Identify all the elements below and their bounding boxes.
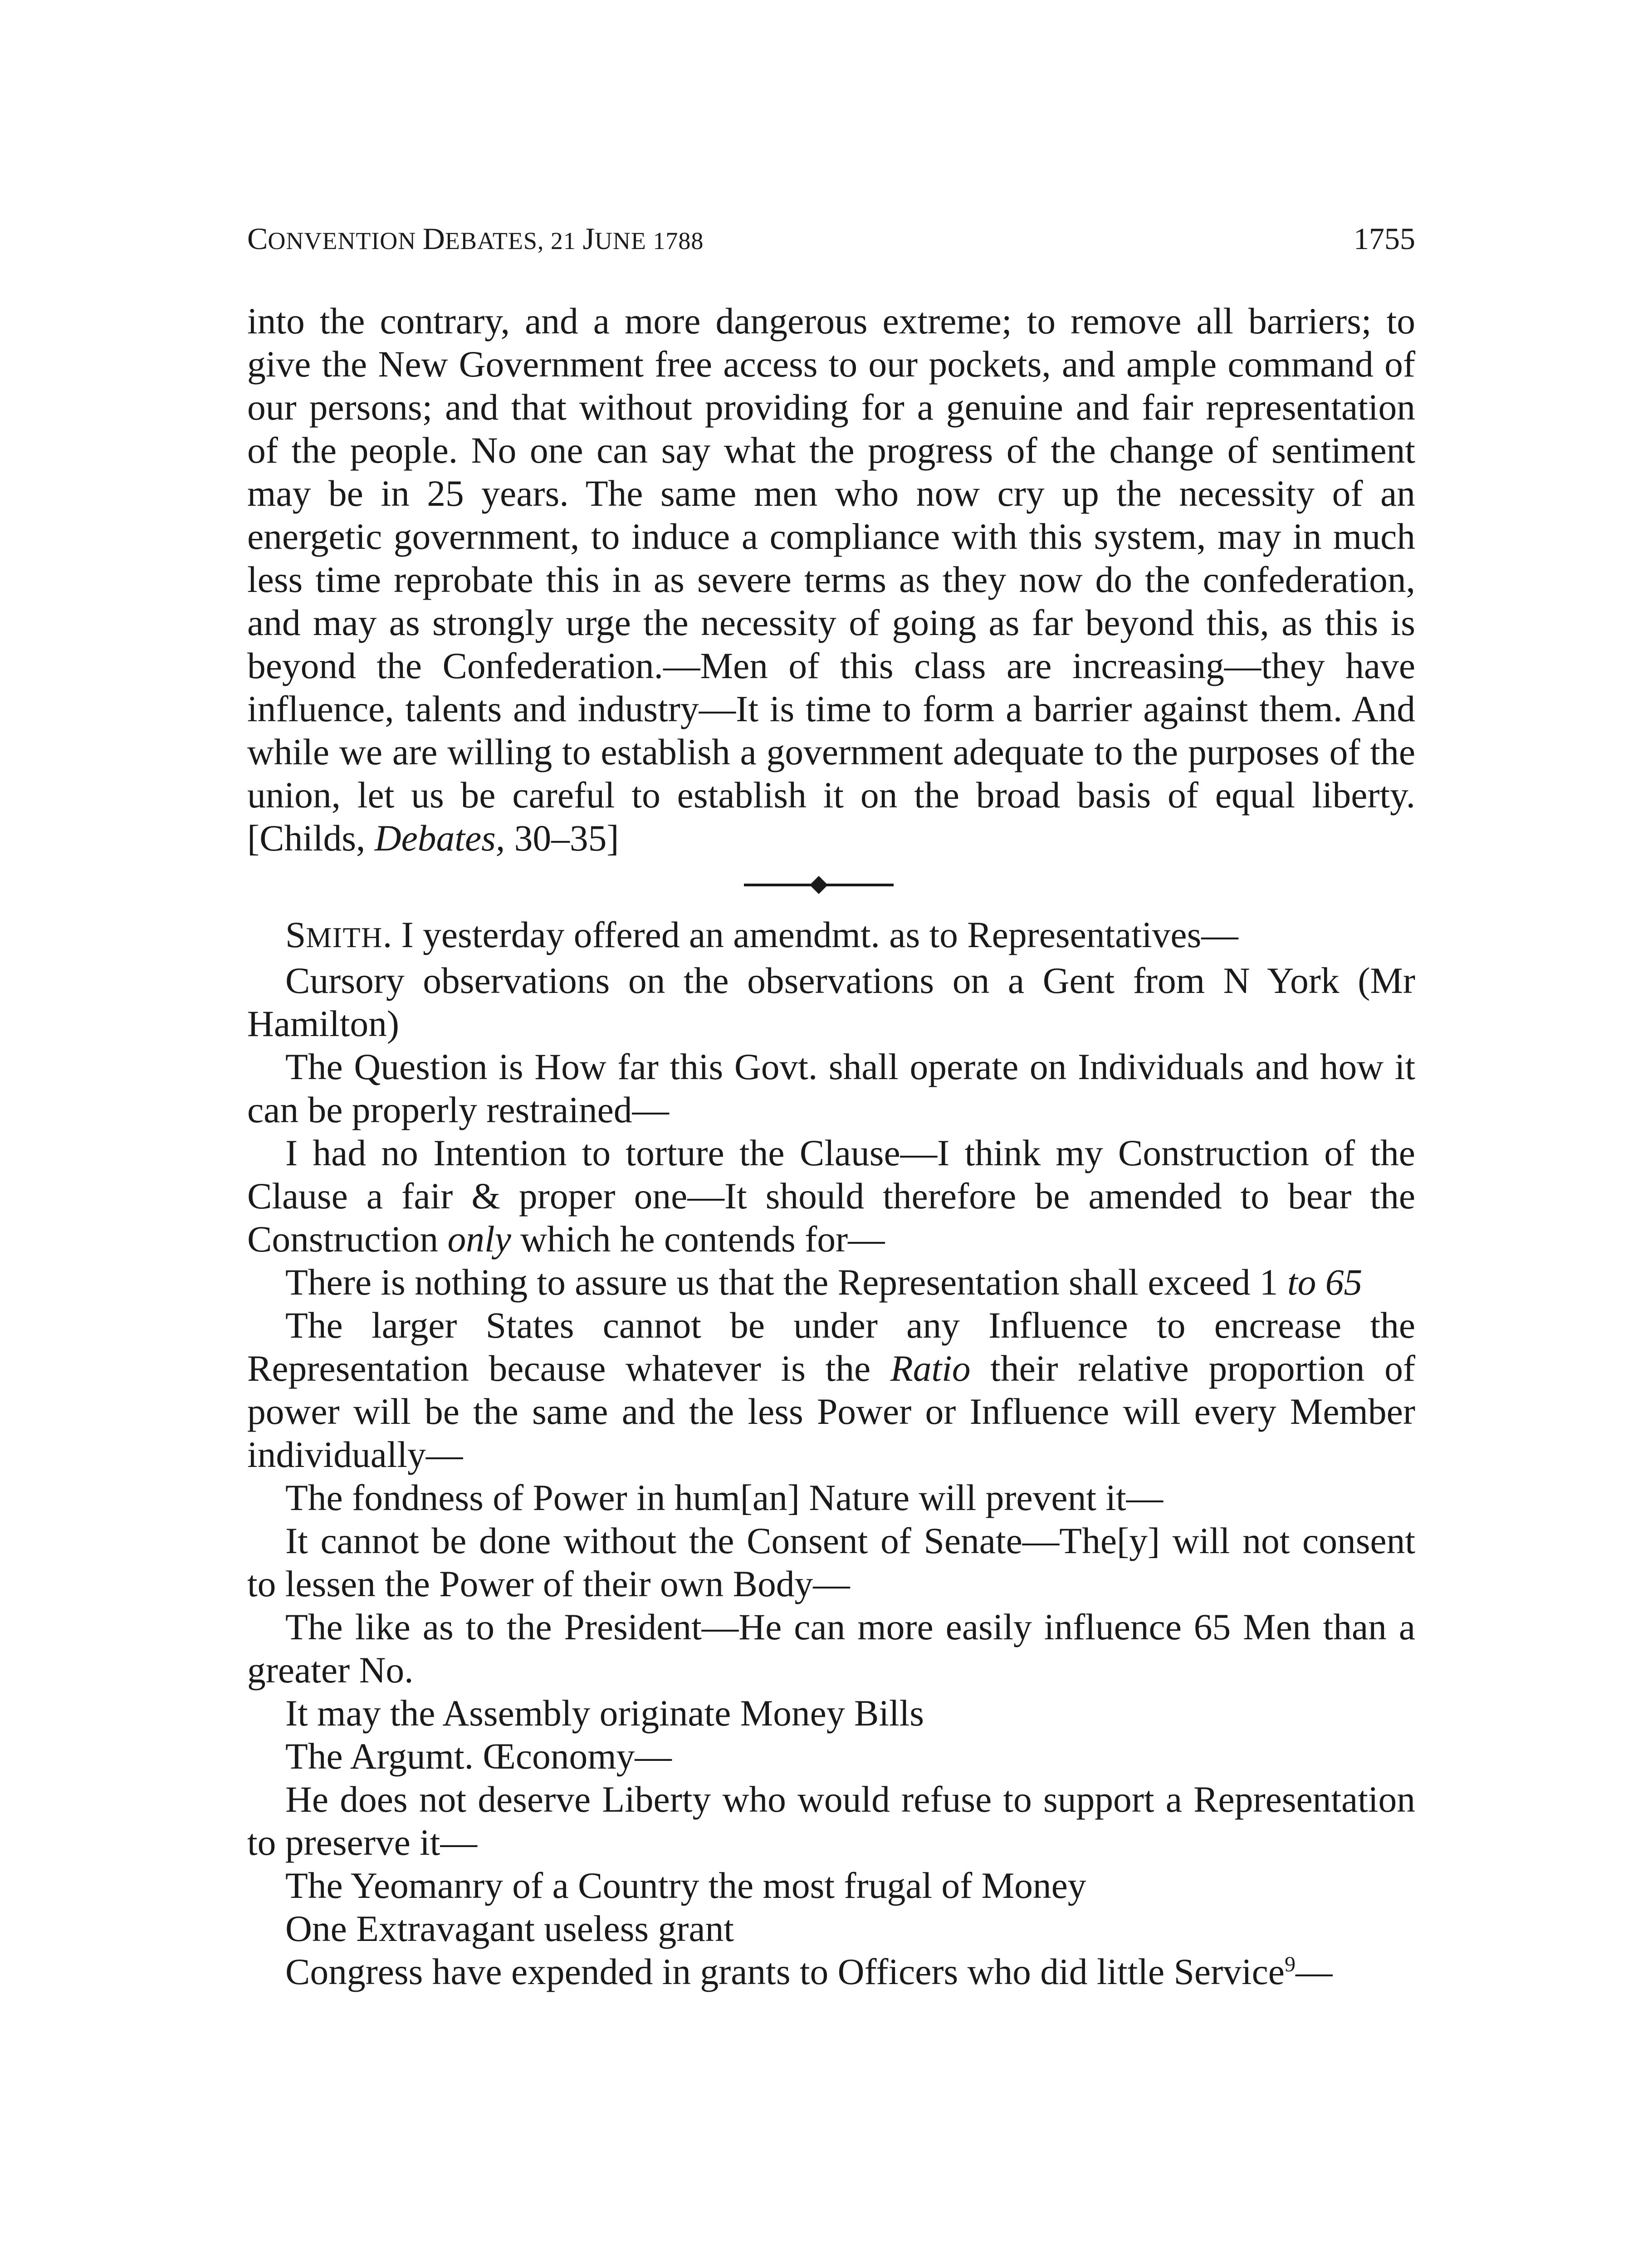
smith-speech-opening: SMITH. I yesterday offered an amendmt. as to Representatives— — [285, 914, 1238, 955]
note-paragraph: The like as to the President—He can more easily influence 65 Men than a greater No. — [247, 1606, 1415, 1691]
running-title: CONVENTION DEBATES, 21 JUNE 1788 — [247, 221, 704, 256]
note-paragraph: The Argumt. Œconomy— — [285, 1735, 672, 1777]
source-title: Debates, — [374, 817, 505, 859]
note-paragraph: One Extravagant useless grant — [285, 1908, 734, 1949]
continuation-paragraph: into the contrary, and a more dangerous extreme; to remove all barriers; to give the New Government free access to our pockets, and ample command of our persons; and that without providing for a genuine and fair representation of the people. No one can say what the progress of the change of sentiment may be in 25 years. The same men who now cry up the necessity of an energetic government, to induce a compliance with this system, may in much less time reprobate this in as severe terms as they now do the confederation, and may as strongly urge the necessity of going as far beyond this, as this is beyond the Confederation.—Men of this class are increasing—they have influence, talents and industry—It is time to form a barrier against them. And while we are willing to establish a government adequate to the purposes of the union, let us be careful to establish it on the broad basis of equal liberty. [Childs, Debates, 30–35] — [247, 300, 1415, 859]
section-divider — [247, 868, 1415, 913]
note-paragraph: Cursory observations on the observations on a Gent from N York (Mr Hamilton) — [247, 960, 1415, 1044]
note-paragraph: It cannot be done without the Consent of Senate—The[y] will not consent to lessen the Power of their own Body— — [247, 1520, 1415, 1604]
note-paragraph: He does not deserve Liberty who would refuse to support a Representation to preserve it— — [247, 1779, 1415, 1863]
footnote-marker[interactable]: 9 — [1284, 1952, 1296, 1976]
note-paragraph: There is nothing to assure us that the Representation shall exceed 1 to 65 — [285, 1261, 1363, 1303]
note-paragraph: The Yeomanry of a Country the most frugal of Money — [285, 1865, 1086, 1906]
running-head — [247, 220, 1415, 257]
note-paragraph: The fondness of Power in hum[an] Nature will prevent it— — [285, 1477, 1164, 1518]
page-body — [247, 299, 1415, 1993]
diamond-rule-ornament — [744, 871, 894, 899]
note-paragraph: I had no Intention to torture the Clause—I think my Construction of the Clause a fair & proper one—It should therefore be amended to bear the Construction only which he contends for— — [247, 1132, 1415, 1260]
note-paragraph: Congress have expended in grants to Officers who did little Service$^9$— — [285, 1951, 1333, 1992]
note-paragraph: The Question is How far this Govt. shall operate on Individuals and how it can be properly restrained— — [247, 1046, 1415, 1130]
page-number: 1755 — [1354, 221, 1415, 256]
note-paragraph: The larger States cannot be under any Influence to encrease the Representation because whatever is the Ratio their relative proportion of power will be the same and the less Power or Influence will every Member individually— — [247, 1305, 1416, 1475]
note-paragraph: It may the Assembly originate Money Bills — [285, 1692, 924, 1734]
speaker-name: SMITH — [285, 914, 383, 955]
page — [247, 0, 1415, 2268]
